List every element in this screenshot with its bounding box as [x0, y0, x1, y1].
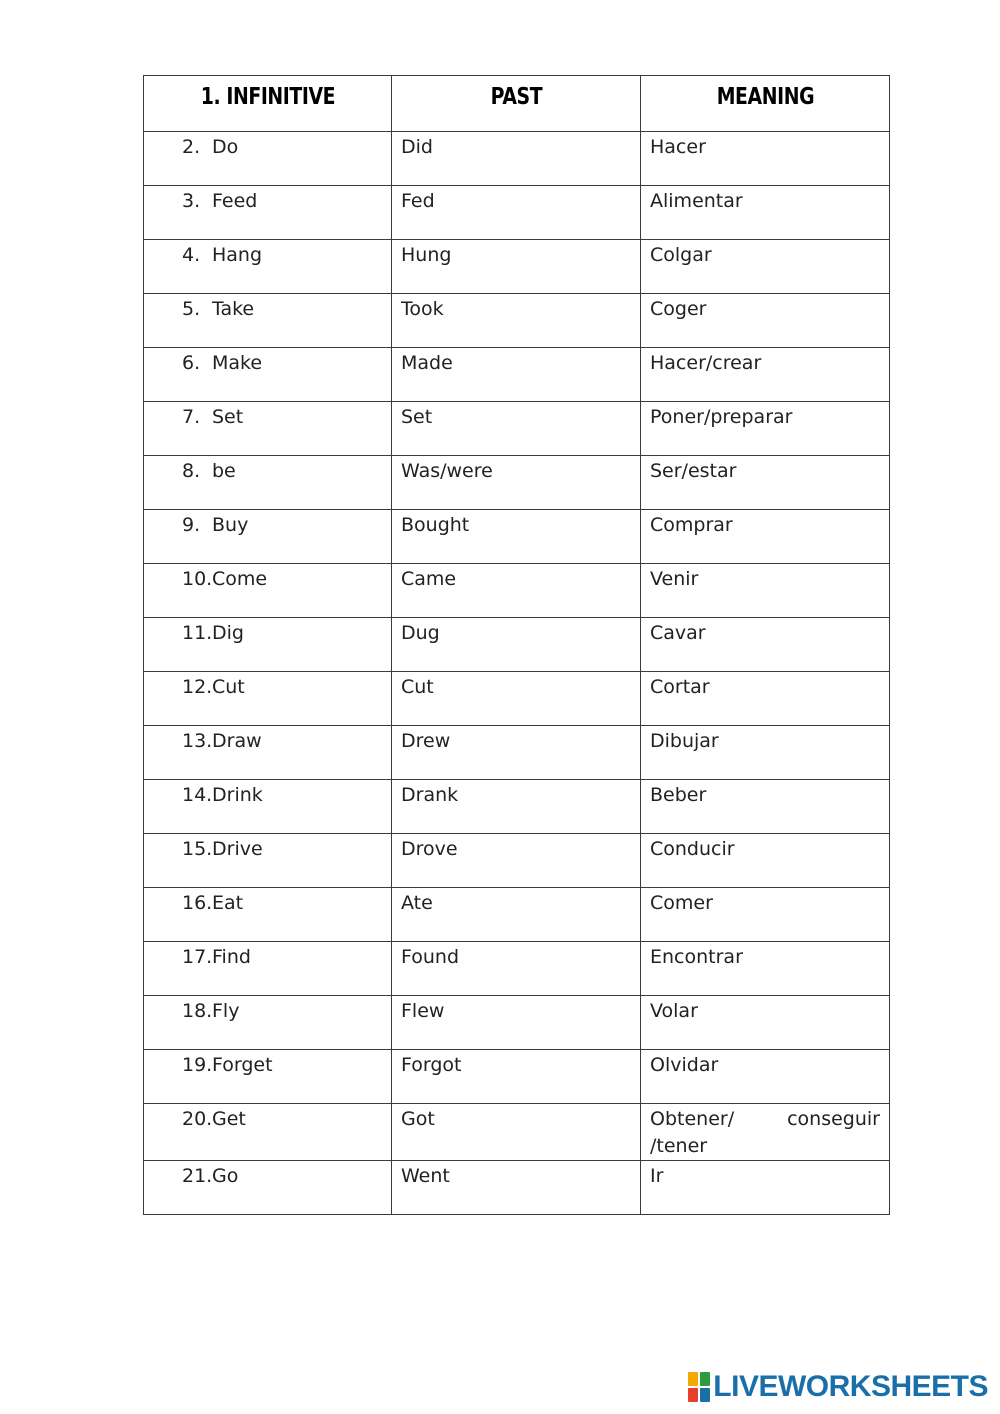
meaning-text: Conducir [650, 838, 735, 860]
meaning-text: Beber [650, 784, 707, 806]
infinitive-cell [144, 240, 392, 294]
infinitive-cell [144, 1050, 392, 1104]
logo-mark-icon [688, 1372, 710, 1402]
infinitive-cell [144, 348, 392, 402]
infinitive-text: Feed [212, 190, 258, 212]
infinitive-text: Find [212, 946, 251, 968]
meaning-cell [641, 942, 890, 996]
past-text: Drank [401, 784, 459, 806]
meaning-cell [641, 294, 890, 348]
table-row [144, 618, 890, 672]
past-text: Forgot [401, 1054, 462, 1076]
infinitive-text: Hang [212, 244, 263, 266]
row-number: 10. [182, 568, 213, 590]
header-row [144, 76, 890, 132]
infinitive-cell [144, 132, 392, 186]
past-text: Did [401, 136, 433, 158]
meaning-cell [641, 348, 890, 402]
past-text: Set [401, 406, 433, 428]
past-text: Went [401, 1165, 450, 1187]
meaning-cell [641, 672, 890, 726]
meaning-cell [641, 1050, 890, 1104]
row-number: 3. [182, 190, 201, 212]
meaning-text: Colgar [650, 244, 712, 266]
row-number: 2. [182, 136, 201, 158]
infinitive-text: Drive [212, 838, 263, 860]
past-text: Drew [401, 730, 451, 752]
meaning-cell [641, 402, 890, 456]
table-row [144, 402, 890, 456]
row-number: 11. [182, 622, 213, 644]
meaning-text: Ser/estar [650, 460, 737, 482]
infinitive-text: Forget [212, 1054, 273, 1076]
infinitive-text: Set [212, 406, 244, 428]
table-row [144, 186, 890, 240]
infinitive-cell [144, 510, 392, 564]
meaning-text: Encontrar [650, 946, 743, 968]
row-number: 20. [182, 1108, 213, 1130]
past-text: Ate [401, 892, 433, 914]
infinitive-cell [144, 186, 392, 240]
past-text: Came [401, 568, 457, 590]
past-text: Found [401, 946, 460, 968]
infinitive-cell [144, 834, 392, 888]
table-row [144, 1161, 890, 1215]
meaning-text: Cavar [650, 622, 706, 644]
meaning-cell [641, 1104, 890, 1161]
meaning-cell [641, 618, 890, 672]
infinitive-text: Eat [212, 892, 244, 914]
past-cell [392, 294, 641, 348]
infinitive-text: Fly [212, 1000, 240, 1022]
row-number: 7. [182, 406, 201, 428]
meaning-text: Volar [650, 1000, 698, 1022]
past-cell [392, 942, 641, 996]
row-number: 12. [182, 676, 213, 698]
meaning-text: Hacer [650, 136, 706, 158]
infinitive-cell [144, 780, 392, 834]
table-row [144, 510, 890, 564]
infinitive-cell [144, 942, 392, 996]
past-cell [392, 618, 641, 672]
infinitive-text: Come [212, 568, 268, 590]
meaning-text: Comprar [650, 514, 733, 536]
past-text: Drove [401, 838, 458, 860]
infinitive-text: Drink [212, 784, 263, 806]
meaning-cell [641, 780, 890, 834]
row-number: 16. [182, 892, 213, 914]
infinitive-cell [144, 618, 392, 672]
past-text: Fed [401, 190, 435, 212]
meaning-cell [641, 456, 890, 510]
meaning-cell [641, 888, 890, 942]
past-cell [392, 1050, 641, 1104]
meaning-cell [641, 186, 890, 240]
table-row [144, 1050, 890, 1104]
past-text: Bought [401, 514, 470, 536]
row-number: 18. [182, 1000, 213, 1022]
meaning-cell [641, 564, 890, 618]
table-row [144, 888, 890, 942]
infinitive-text: Cut [212, 676, 245, 698]
past-cell [392, 402, 641, 456]
header-past: PAST [392, 76, 641, 132]
meaning-text: Obtener/ conseguir /tener [650, 1108, 880, 1157]
past-cell [392, 564, 641, 618]
infinitive-cell [144, 1104, 392, 1161]
past-cell [392, 726, 641, 780]
table-row [144, 726, 890, 780]
past-cell [392, 240, 641, 294]
infinitive-cell [144, 294, 392, 348]
table-row [144, 348, 890, 402]
meaning-cell [641, 240, 890, 294]
infinitive-text: be [212, 460, 236, 482]
row-number: 19. [182, 1054, 213, 1076]
past-text: Cut [401, 676, 434, 698]
past-text: Flew [401, 1000, 445, 1022]
past-cell [392, 510, 641, 564]
table-row [144, 942, 890, 996]
meaning-text: Alimentar [650, 190, 743, 212]
meaning-cell [641, 132, 890, 186]
meaning-cell [641, 1161, 890, 1215]
meaning-text: Cortar [650, 676, 710, 698]
past-cell [392, 456, 641, 510]
meaning-cell [641, 510, 890, 564]
past-cell [392, 1161, 641, 1215]
row-number: 4. [182, 244, 201, 266]
meaning-text: Ir [650, 1165, 664, 1187]
table-row [144, 780, 890, 834]
table-row [144, 1104, 890, 1161]
table-row [144, 996, 890, 1050]
row-number: 15. [182, 838, 213, 860]
row-number: 5. [182, 298, 201, 320]
meaning-text: Poner/preparar [650, 406, 793, 428]
meaning-text: Dibujar [650, 730, 719, 752]
row-number: 17. [182, 946, 213, 968]
infinitive-cell [144, 726, 392, 780]
past-cell [392, 672, 641, 726]
infinitive-text: Take [212, 298, 255, 320]
past-text: Was/were [401, 460, 493, 482]
row-number: 8. [182, 460, 201, 482]
past-cell [392, 834, 641, 888]
table-row [144, 132, 890, 186]
infinitive-cell [144, 672, 392, 726]
table-row [144, 564, 890, 618]
past-cell [392, 780, 641, 834]
past-text: Dug [401, 622, 440, 644]
infinitive-cell [144, 564, 392, 618]
infinitive-text: Get [212, 1108, 246, 1130]
past-text: Got [401, 1108, 435, 1130]
infinitive-text: Buy [212, 514, 249, 536]
row-number: 13. [182, 730, 213, 752]
infinitive-cell [144, 996, 392, 1050]
verb-table [143, 75, 890, 1215]
header-infinitive: 1. INFINITIVE [144, 76, 392, 132]
table-row [144, 456, 890, 510]
meaning-cell [641, 726, 890, 780]
meaning-cell [641, 996, 890, 1050]
row-number: 14. [182, 784, 213, 806]
past-cell [392, 888, 641, 942]
meaning-text: Coger [650, 298, 707, 320]
meaning-text: Hacer/crear [650, 352, 762, 374]
meaning-text: Comer [650, 892, 713, 914]
infinitive-text: Go [212, 1165, 239, 1187]
past-cell [392, 132, 641, 186]
meaning-text: Olvidar [650, 1054, 719, 1076]
table-row [144, 672, 890, 726]
past-text: Hung [401, 244, 452, 266]
past-cell [392, 186, 641, 240]
infinitive-text: Do [212, 136, 239, 158]
infinitive-text: Make [212, 352, 263, 374]
infinitive-cell [144, 1161, 392, 1215]
liveworksheets-logo [688, 1372, 988, 1402]
infinitive-text: Draw [212, 730, 262, 752]
row-number: 9. [182, 514, 201, 536]
past-cell [392, 1104, 641, 1161]
past-cell [392, 996, 641, 1050]
infinitive-cell [144, 456, 392, 510]
infinitive-text: Dig [212, 622, 244, 644]
table-row [144, 294, 890, 348]
row-number: 21. [182, 1165, 213, 1187]
header-meaning: MEANING [641, 76, 890, 132]
meaning-cell [641, 834, 890, 888]
table-row [144, 240, 890, 294]
past-text: Took [401, 298, 444, 320]
meaning-text: Venir [650, 568, 699, 590]
infinitive-cell [144, 888, 392, 942]
row-number: 6. [182, 352, 201, 374]
infinitive-cell [144, 402, 392, 456]
table-row [144, 834, 890, 888]
past-text: Made [401, 352, 453, 374]
past-cell [392, 348, 641, 402]
logo-text: LIVEWORKSHEETS [713, 1370, 988, 1403]
